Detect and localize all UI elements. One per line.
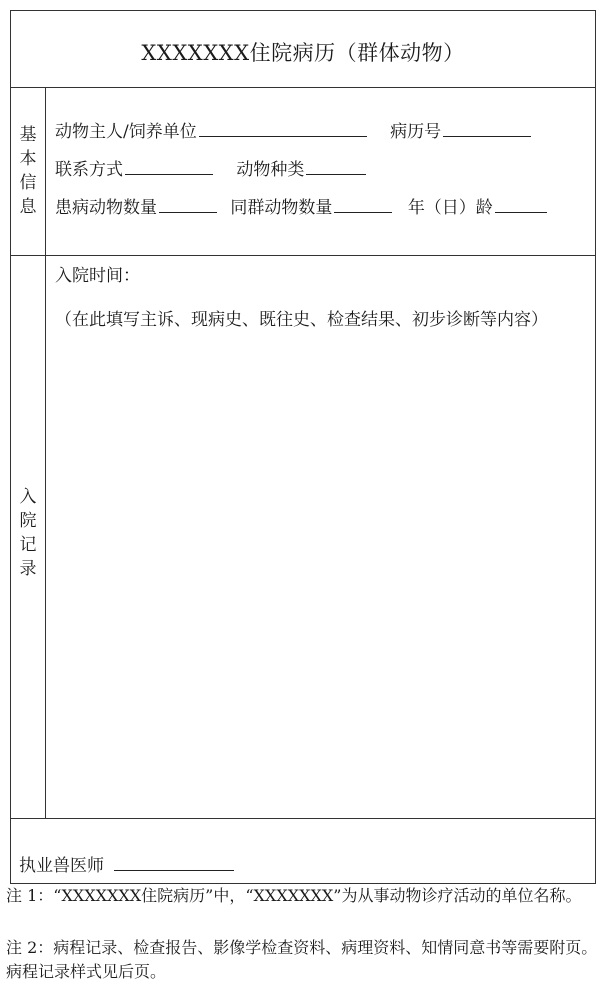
species-label: 动物种类 — [236, 160, 305, 180]
divider — [11, 87, 595, 88]
sick-count-label: 患病动物数量 — [55, 198, 157, 218]
record-no-input[interactable] — [443, 120, 531, 137]
sick-count-input[interactable] — [159, 196, 217, 213]
admission-instruction[interactable]: （在此填写主诉、现病史、既往史、检查结果、初步诊断等内容） — [55, 310, 548, 330]
divider — [11, 818, 595, 819]
vet-signature-input[interactable] — [114, 856, 234, 871]
vet-row — [19, 851, 234, 876]
divider — [11, 255, 595, 256]
admission-label: 入 院 记 录 — [19, 487, 37, 579]
form-title: XXXXXXX住院病历（群体动物） — [141, 41, 465, 65]
herd-count-input[interactable] — [334, 196, 392, 213]
basic-info-label: 基 本 信 息 — [19, 125, 37, 217]
age-label: 年（日）龄 — [407, 198, 493, 218]
owner-input[interactable] — [199, 120, 367, 137]
column-divider — [45, 87, 46, 818]
vet-label: 执业兽医师 — [19, 856, 104, 876]
contact-row — [55, 155, 366, 180]
admission-time-label: 入院时间： — [55, 266, 140, 286]
note-2: 注 2：病程记录、检查报告、影像学检查资料、病理资料、知情同意书等需要附页。病程记录样式见后页。 — [6, 938, 598, 981]
owner-row — [55, 117, 531, 142]
note-1: 注 1：“XXXXXXX住院病历”中，“XXXXXXX”为从事动物诊疗活动的单位名称。 — [6, 886, 582, 905]
species-input[interactable] — [306, 158, 366, 175]
age-input[interactable] — [495, 196, 547, 213]
record-no-label: 病历号 — [390, 122, 442, 142]
contact-input[interactable] — [125, 158, 213, 175]
contact-label: 联系方式 — [55, 160, 123, 180]
owner-label: 动物主人/饲养单位 — [55, 122, 197, 142]
herd-count-label: 同群动物数量 — [230, 198, 333, 218]
count-row — [55, 193, 547, 218]
record-form — [10, 10, 596, 884]
